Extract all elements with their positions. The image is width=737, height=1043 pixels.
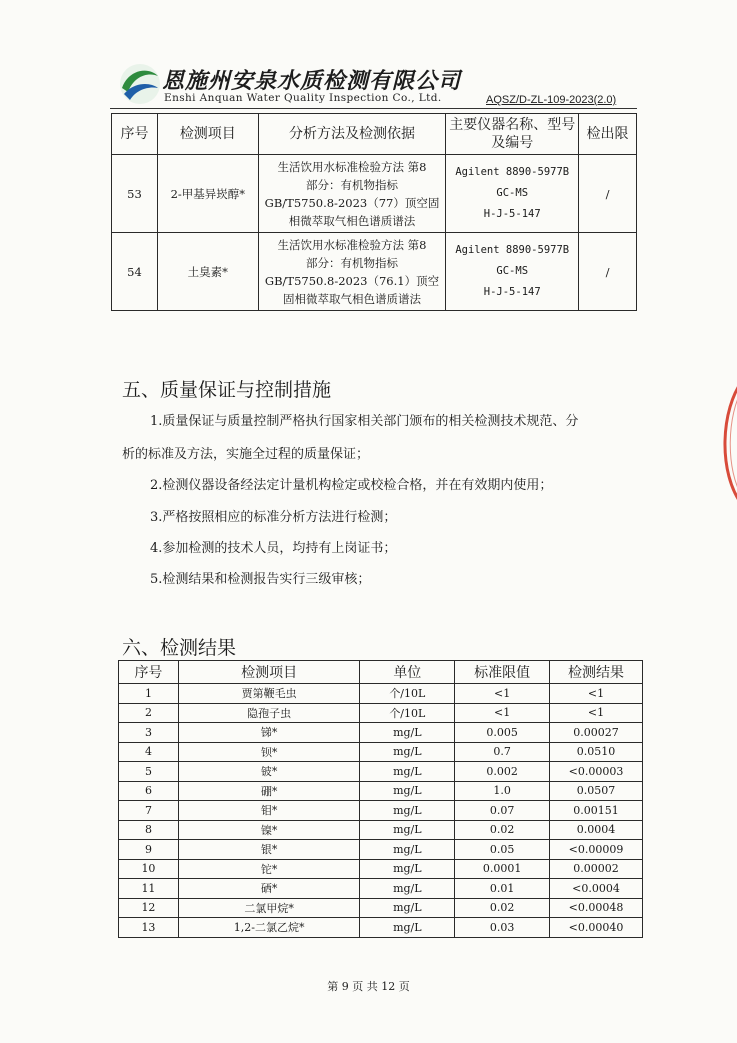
instrument-cell (446, 155, 579, 233)
detection-limit: / (579, 233, 637, 311)
unit: mg/L (360, 801, 455, 821)
test-result: <0.00048 (550, 898, 643, 918)
table-row (119, 723, 643, 743)
standard-limit: 0.005 (455, 723, 550, 743)
header-cell: 检出限 (579, 114, 637, 155)
header-cell: 检测项目 (178, 661, 360, 684)
method-line: 固相微萃取气相色谱质谱法 (283, 291, 421, 306)
unit: mg/L (360, 859, 455, 879)
instrument-line: Agilent 8890-5977B (455, 244, 570, 256)
row-number: 3 (119, 723, 179, 743)
table-row (119, 703, 643, 723)
unit: mg/L (360, 820, 455, 840)
unit: mg/L (360, 898, 455, 918)
test-result: 0.0510 (550, 742, 643, 762)
standard-limit: 0.002 (455, 762, 550, 782)
unit: mg/L (360, 781, 455, 801)
table-row (119, 840, 643, 860)
row-number: 8 (119, 820, 179, 840)
quality-item: 3.严格按照相应的标准分析方法进行检测； (150, 510, 397, 525)
standard-limit: 1.0 (455, 781, 550, 801)
test-result: <0.0004 (550, 879, 643, 899)
test-result: <1 (550, 703, 643, 723)
standard-limit: 0.07 (455, 801, 550, 821)
test-item: 铍* (178, 762, 360, 782)
test-result: <0.00040 (550, 918, 643, 938)
standard-limit: 0.02 (455, 820, 550, 840)
quality-item: 2.检测仪器设备经法定计量机构检定或校检合格，并在有效期内使用； (150, 478, 553, 493)
header-cell: 单位 (360, 661, 455, 684)
company-name-cn: 恩施州安泉水质检测有限公司 (162, 68, 462, 94)
quality-item: 析的标准及方法，实施全过程的质量保证； (122, 447, 370, 462)
table-row (112, 155, 637, 233)
row-number: 11 (119, 879, 179, 899)
test-result: <0.00009 (550, 840, 643, 860)
methods-header-row (112, 114, 637, 155)
methods-table (111, 113, 637, 311)
test-item: 隐孢子虫 (178, 703, 360, 723)
standard-limit: 0.02 (455, 898, 550, 918)
header-rule (110, 108, 637, 109)
row-number: 53 (112, 155, 158, 233)
table-row (119, 781, 643, 801)
instrument-line: Agilent 8890-5977B (455, 166, 570, 178)
test-result: 0.00002 (550, 859, 643, 879)
row-number: 13 (119, 918, 179, 938)
test-item: 钼* (178, 801, 360, 821)
table-row (119, 684, 643, 704)
method-line: GB/T5750.8-2023（77）顶空固 (264, 195, 440, 210)
instrument-cell (446, 233, 579, 311)
table-row (119, 742, 643, 762)
standard-limit: <1 (455, 703, 550, 723)
test-item: 1,2-二氯乙烷* (178, 918, 360, 938)
row-number: 7 (119, 801, 179, 821)
section-title-quality: 五、质量保证与控制措施 (122, 379, 332, 401)
quality-item: 1.质量保证与质量控制严格执行国家相关部门颁布的相关检测技术规范、分 (150, 414, 579, 429)
standard-limit: 0.05 (455, 840, 550, 860)
header-cell: 检测结果 (550, 661, 643, 684)
instrument-line: GC-MS (496, 265, 529, 277)
test-result: <1 (550, 684, 643, 704)
header-cell: 序号 (112, 114, 158, 155)
row-number: 6 (119, 781, 179, 801)
test-item: 银* (178, 840, 360, 860)
row-number: 12 (119, 898, 179, 918)
test-item: 硼* (178, 781, 360, 801)
unit: mg/L (360, 742, 455, 762)
unit: mg/L (360, 918, 455, 938)
table-row (119, 918, 643, 938)
row-number: 9 (119, 840, 179, 860)
test-item: 铊* (178, 859, 360, 879)
section-title-results: 六、检测结果 (122, 637, 237, 659)
results-header-row (119, 661, 643, 684)
table-row (119, 859, 643, 879)
unit: 个/10L (360, 684, 455, 704)
test-item: 硒* (178, 879, 360, 899)
table-row (119, 801, 643, 821)
standard-limit: 0.0001 (455, 859, 550, 879)
method-line: 相微萃取气相色谱质谱法 (288, 213, 416, 228)
table-row (112, 233, 637, 311)
unit: mg/L (360, 762, 455, 782)
row-number: 4 (119, 742, 179, 762)
row-number: 5 (119, 762, 179, 782)
table-row (119, 898, 643, 918)
test-item: 锑* (178, 723, 360, 743)
instrument-line: H-J-5-147 (483, 286, 541, 298)
row-number: 2 (119, 703, 179, 723)
unit: mg/L (360, 879, 455, 899)
header-cell: 标准限值 (455, 661, 550, 684)
method-line: 部分：有机物指标 (306, 255, 398, 270)
test-item: 钡* (178, 742, 360, 762)
quality-item: 5.检测结果和检测报告实行三级审核； (150, 572, 371, 587)
method-line: 生活饮用水标准检验方法 第8 (277, 237, 427, 252)
quality-item: 4.参加检测的技术人员，均持有上岗证书； (150, 541, 397, 556)
row-number: 1 (119, 684, 179, 704)
company-name-en: Enshi Anquan Water Quality Inspection Co., Ltd. (164, 92, 442, 104)
method-cell (258, 155, 446, 233)
header-cell: 分析方法及检测依据 (258, 114, 446, 155)
test-result: 0.00027 (550, 723, 643, 743)
header-cell: 序号 (119, 661, 179, 684)
test-result: 0.0004 (550, 820, 643, 840)
instrument-line: H-J-5-147 (483, 208, 541, 220)
method-line: 生活饮用水标准检验方法 第8 (277, 159, 427, 174)
detection-limit: / (579, 155, 637, 233)
method-line: 部分：有机物指标 (306, 177, 398, 192)
header-cell: 主要仪器名称、型号及编号 (446, 114, 579, 155)
test-item: 土臭素* (157, 233, 258, 311)
instrument-line: GC-MS (496, 187, 529, 199)
page-footer: 第 9 页 共 12 页 (327, 980, 410, 993)
test-item: 2-甲基异崁醇* (157, 155, 258, 233)
method-line: GB/T5750.8-2023（76.1）顶空 (264, 273, 440, 288)
table-row (119, 879, 643, 899)
results-table (118, 660, 643, 938)
test-result: 0.00151 (550, 801, 643, 821)
seal-stamp-fragment (713, 378, 737, 508)
row-number: 54 (112, 233, 158, 311)
row-number: 10 (119, 859, 179, 879)
test-item: 二氯甲烷* (178, 898, 360, 918)
standard-limit: 0.03 (455, 918, 550, 938)
table-row (119, 820, 643, 840)
unit: mg/L (360, 723, 455, 743)
test-result: <0.00003 (550, 762, 643, 782)
unit: mg/L (360, 840, 455, 860)
test-item: 贾第鞭毛虫 (178, 684, 360, 704)
test-result: 0.0507 (550, 781, 643, 801)
header-cell: 检测项目 (157, 114, 258, 155)
method-cell (258, 233, 446, 311)
test-item: 镍* (178, 820, 360, 840)
unit: 个/10L (360, 703, 455, 723)
document-number: AQSZ/D-ZL-109-2023(2.0) (486, 94, 617, 106)
standard-limit: 0.01 (455, 879, 550, 899)
table-row (119, 762, 643, 782)
standard-limit: 0.7 (455, 742, 550, 762)
standard-limit: <1 (455, 684, 550, 704)
company-logo-icon (118, 62, 162, 106)
